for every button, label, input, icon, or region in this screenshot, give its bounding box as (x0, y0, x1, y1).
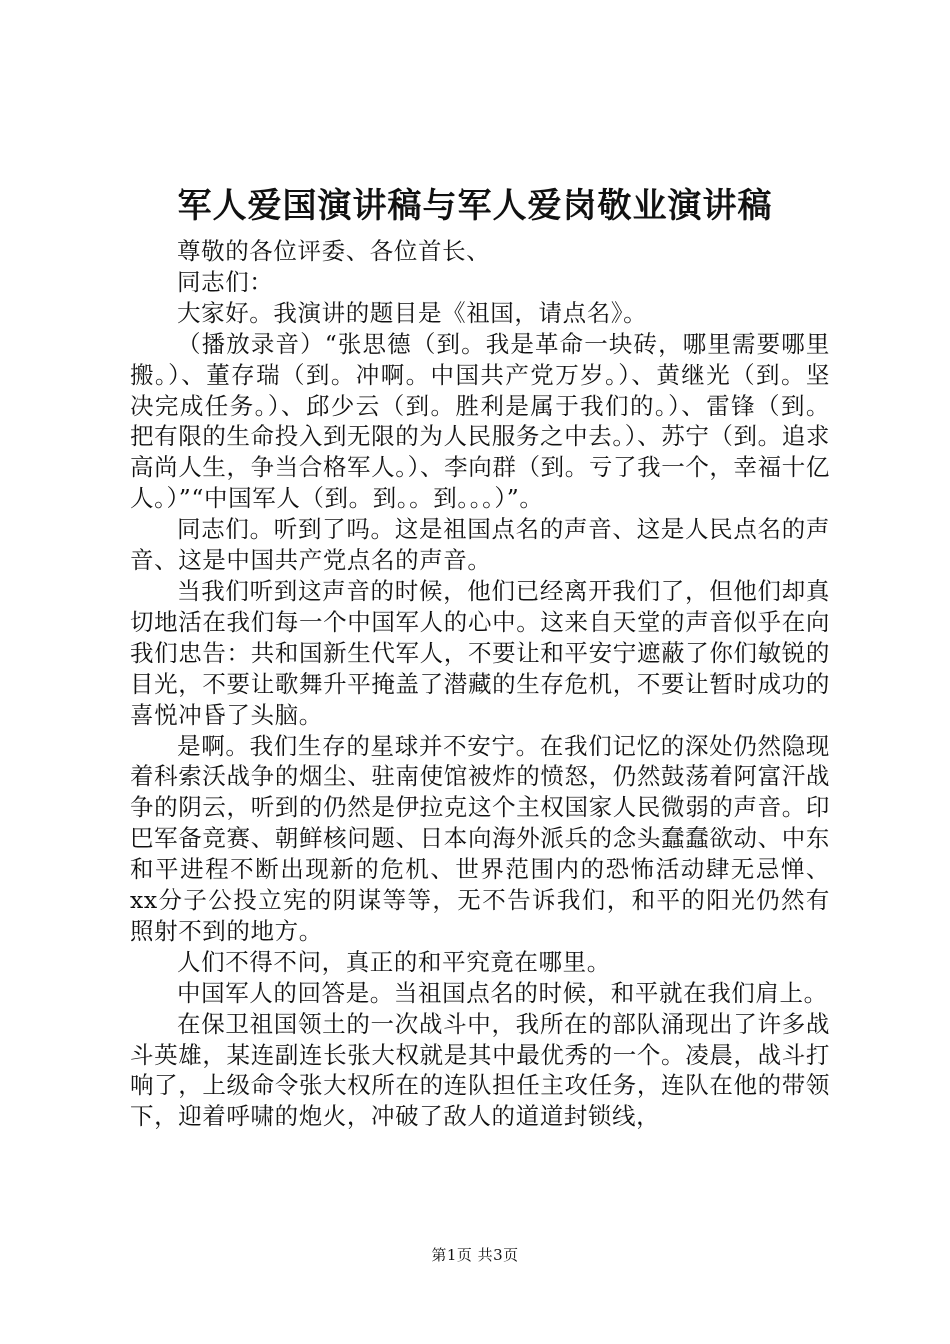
paragraph-heaven-voice: 当我们听到这声音的时候，他们已经离开我们了，但他们却真切地活在我们每一个中国军人的心中。这来自天堂的声音似乎在向我们忠告：共和国新生代军人，不要让和平安宁遮蔽了你们敏锐的目光，不要让歌舞升平掩盖了潜藏的生存危机，不要让暂时成功的喜悦冲昏了头脑。 (130, 576, 830, 729)
page-number-footer: 第1页 共3页 (431, 1246, 519, 1264)
paragraph-battle: 在保卫祖国领土的一次战斗中，我所在的部队涌现出了许多战斗英雄，某连副连长张大权就是其中最优秀的一个。凌晨，战斗打响了，上级命令张大权所在的连队担任主攻任务，连队在他的带领下，迎着呼啸的炮火，冲破了敌人的道道封锁线， (130, 1009, 830, 1131)
paragraph-comrades: 同志们： (177, 267, 274, 296)
paragraph-call: 同志们。听到了吗。这是祖国点名的声音、这是人民点名的声音、这是中国共产党点名的声音。 (130, 515, 830, 575)
document-body (130, 236, 830, 1132)
paragraph-recording: （播放录音）“张思德（到。我是革命一块砖，哪里需要哪里搬。）、董存瑞（到。冲啊。中国共产党万岁。）、黄继光（到。坚决完成任务。）、邱少云（到。胜利是属于我们的。）、雷锋（到。把有限的生命投入到无限的为人民服务之中去。）、苏宁（到。追求高尚人生，争当合格军人。）、李向群（到。亏了我一个，幸福十亿人。）”“中国军人（到。到。。到。。。）”。 (130, 329, 830, 513)
paragraph-question: 人们不得不问，真正的和平究竟在哪里。 (177, 947, 611, 976)
paragraph-answer: 中国军人的回答是。当祖国点名的时候，和平就在我们肩上。 (177, 978, 828, 1007)
paragraph-salutation: 尊敬的各位评委、各位首长、 (177, 237, 491, 265)
paragraph-world-situation: 是啊。我们生存的星球并不安宁。在我们记忆的深处仍然隐现着科索沃战争的烟尘、驻南使馆被炸的愤怒，仍然鼓荡着阿富汗战争的阴云，听到的仍然是伊拉克这个主权国家人民微弱的声音。印巴军备竞赛、朝鲜核问题、日本向海外派兵的念头蠢蠢欲动、中东和平进程不断出现新的危机、世界范围内的恐怖活动肆无忌惮、xx分子公投立宪的阴谋等等，无不告诉我们，和平的阳光仍然有照射不到的地方。 (130, 731, 830, 945)
paragraph-greeting: 大家好。我演讲的题目是《祖国，请点名》。 (177, 298, 648, 327)
document-title: 军人爱国演讲稿与军人爱岗敬业演讲稿 (177, 186, 773, 226)
